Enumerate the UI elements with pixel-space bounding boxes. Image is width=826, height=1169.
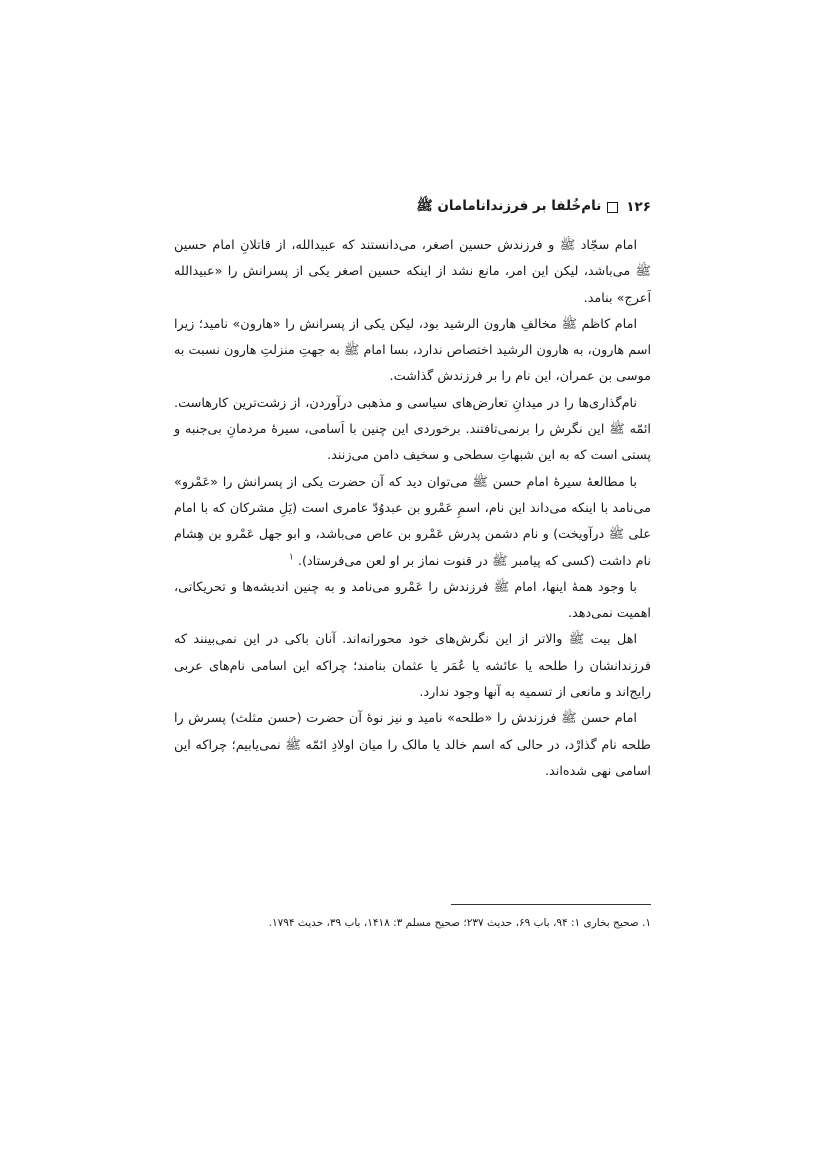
paragraph: با وجود همهٔ اینها، امام ﷺ فرزندش را عَمْرو می‌نامد و به چنین اندیشه‌ها و تحریکاتی، اهمیت نمی‌دهد. — [174, 579, 651, 622]
footnote-marker: ۱ — [288, 552, 294, 563]
running-title: نام‌خُلفا بر فرزندانامامان ﷺ — [416, 198, 602, 214]
paragraph-text: با مطالعهٔ سیرهٔ امام حسن ﷺ می‌توان دید که آن حضرت یکی از پسرانش را «عَمْرو» می‌نامد با اینکه می‌داند این نام، اسمِ عَمْرو بن عبدوُدّ عامری است (یَلِ مشرکان که با امام علی ﷺ درآویخت) و نام دشمن پدرش عَمْرو بن عاص می‌باشد، و ابو جهل عَمْرو بن هِشام نام داشت (کسی که پیامبر ﷺ در قنوت نماز بر او لعن می‌فرستاد). — [174, 474, 651, 569]
paragraph: اهل بیت ﷺ والاتر از این نگرش‌های خود محورانه‌اند. آنان باکی در این نمی‌بینند که فرزندانشان را طلحه یا عائشه یا عُمَر یا عثمان بنامند؛ چراکه این اسامی نام‌های عربی رایج‌اند و مانعی از تسمیه به آنها وجود ندارد. — [174, 632, 651, 701]
main-text — [174, 233, 651, 785]
paragraph — [174, 470, 651, 575]
paragraph: نام‌گذاری‌ها را در میدانِ تعارض‌های سیاسی و مذهبی درآوردن، از زشت‌ترین کارهاست. ائمّه ﷺ این نگرش را برنمی‌تافتند. برخوردی این چنین با اَسامی، سیرهٔ مردمانِ بی‌جنبه و پستی است که به این شبهاتِ سطحی و سخیف دامن می‌زنند. — [174, 395, 651, 464]
paragraph: امام کاظم ﷺ مخالفِ هارون الرشید بود، لیکن یکی از پسرانش را «هارون» نامید؛ زیرا اسم هارون، به هارون الرشید اختصاص ندارد، بسا امام ﷺ به جهتِ منزلتِ هارون نسبت به موسی بن عمران، این نام را بر فرزندش گذاشت. — [174, 316, 651, 385]
footnote-divider — [451, 904, 651, 905]
paragraph: امام سجّاد ﷺ و فرزندش حسین اصغر، می‌دانستند که عبیدالله، از قاتلانِ امام حسین ﷺ می‌باشد، لیکن این امر، مانع نشد از اینکه حسین اصغر یکی از پسرانش را «عبیدالله اَعرج» بنامد. — [174, 238, 651, 306]
square-bullet-icon — [607, 202, 618, 213]
paragraph: امام حسن ﷺ فرزندش را «طلحه» نامید و نیز نوهٔ آن حضرت (حسن مثلث) پسرش را طلحه نام گذارْد، در حالی که اسم خالد یا مالک را میان اولادِ ائمّه ﷺ نمی‌یابیم؛ چراکه این اسامی نهی شده‌اند. — [174, 711, 651, 779]
page-number: ۱۲۶ — [626, 199, 651, 215]
footnote: ۱. صحیح بخاری ۱: ۹۴، باب ۶۹، حدیث ۲۳۷؛ صحیح مسلم ۳: ۱۴۱۸، باب ۳۹، حدیث ۱۷۹۴. — [268, 917, 651, 929]
running-header — [174, 196, 651, 218]
